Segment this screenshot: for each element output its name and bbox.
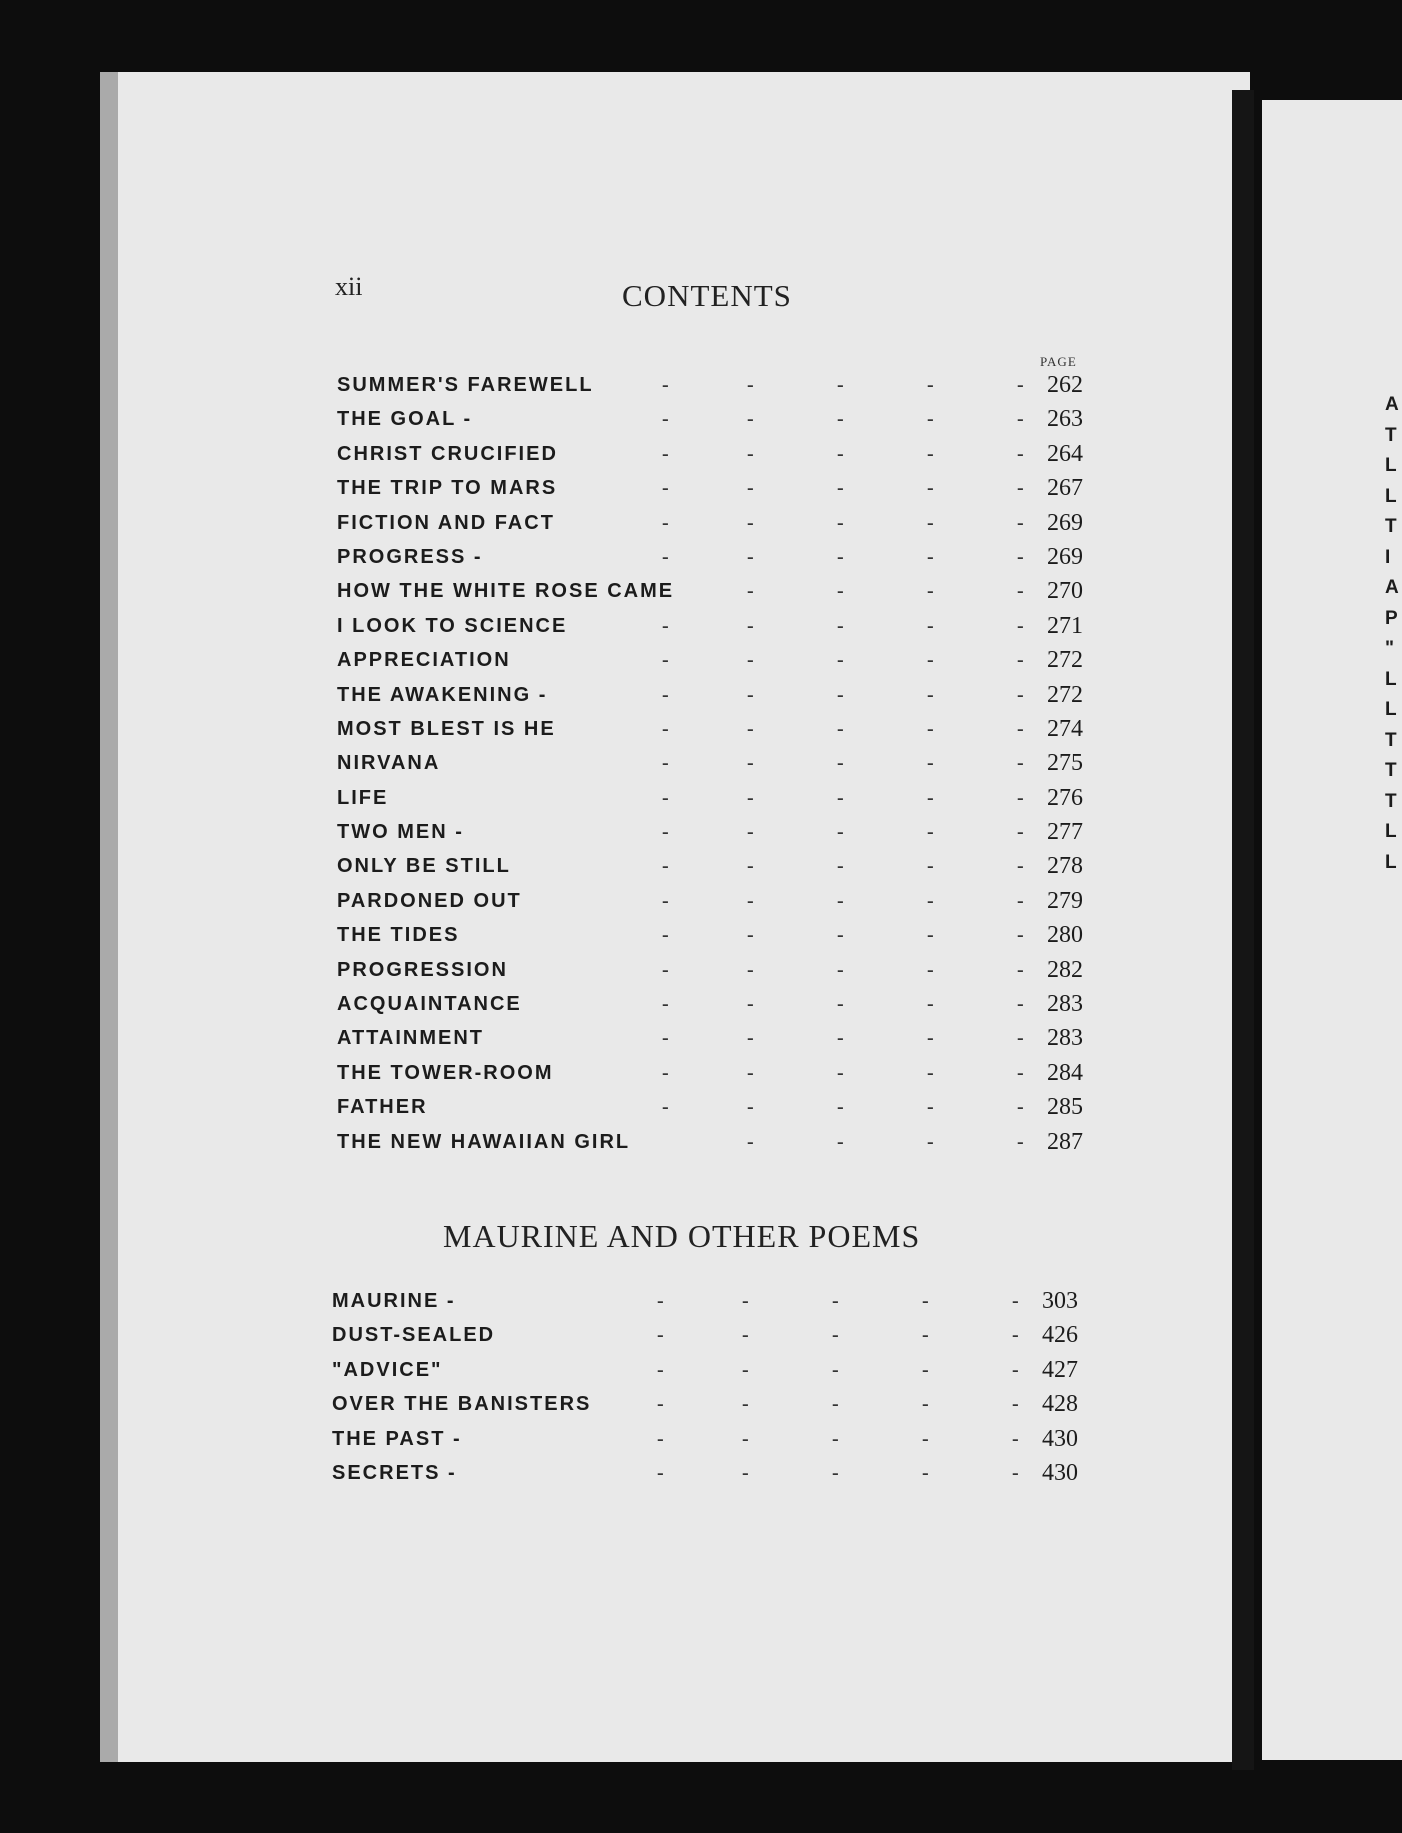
page-number: 275	[1047, 750, 1083, 777]
leader-dot: -	[662, 855, 669, 878]
leader-dot: -	[1012, 1427, 1019, 1450]
leader-dot: -	[927, 374, 934, 396]
entry-title: THE TRIP TO MARS	[337, 477, 558, 500]
leader-dot: -	[657, 1290, 664, 1312]
toc-entry	[337, 884, 1137, 918]
entry-title: APPRECIATION	[337, 649, 511, 672]
right-page-letter: T	[1385, 424, 1397, 446]
leader-dot: -	[927, 821, 934, 844]
leader-dot: -	[837, 683, 844, 706]
leader-dot: -	[837, 1130, 844, 1153]
leader-dot: -	[1017, 924, 1024, 947]
leader-dot: -	[662, 821, 669, 844]
page-number: 264	[1047, 440, 1083, 467]
right-page-letter: T	[1385, 516, 1397, 537]
right-page-letter: "	[1385, 638, 1395, 659]
leader-dot: -	[927, 408, 934, 431]
entry-title: NIRVANA	[337, 752, 441, 775]
leader-dot: -	[747, 855, 754, 878]
toc-entry	[337, 678, 1137, 712]
right-page-letter: L	[1385, 668, 1397, 690]
leader-dot: -	[927, 477, 934, 500]
leader-dot: -	[662, 993, 669, 1016]
leader-dot: -	[837, 924, 844, 947]
leader-dot: -	[927, 786, 934, 809]
entry-title: PROGRESS -	[337, 545, 483, 568]
leader-dot: -	[657, 1427, 664, 1450]
entry-title: THE TIDES	[337, 924, 460, 947]
book-gutter	[1232, 90, 1254, 1770]
leader-dot: -	[1012, 1324, 1019, 1347]
leader-dot: -	[1017, 717, 1024, 740]
leader-dot: -	[662, 717, 669, 740]
leader-dot: -	[837, 889, 844, 912]
right-page-letter: L	[1385, 851, 1397, 873]
leader-dot: -	[837, 855, 844, 878]
leader-dot: -	[662, 477, 669, 500]
leader-dot: -	[1017, 649, 1024, 672]
leader-dot: -	[747, 477, 754, 500]
leader-dot: -	[747, 649, 754, 672]
leader-dot: -	[1017, 958, 1024, 981]
leader-dot: -	[1017, 889, 1024, 912]
leader-dot: -	[927, 580, 934, 603]
leader-dot: -	[1017, 1130, 1024, 1153]
leader-dot: -	[837, 1061, 844, 1084]
contents-list	[337, 368, 1137, 1159]
leader-dot: -	[1017, 1027, 1024, 1050]
leader-dot: -	[927, 614, 934, 637]
page-column-label: PAGE	[1040, 354, 1077, 369]
leader-dot: -	[662, 683, 669, 706]
toc-entry	[337, 643, 1137, 677]
page-number: 272	[1047, 647, 1083, 674]
page-number: 284	[1047, 1059, 1083, 1086]
leader-dot: -	[837, 511, 844, 534]
leader-dot: -	[837, 1027, 844, 1050]
leader-dot: -	[1017, 408, 1024, 431]
leader-dot: -	[832, 1324, 839, 1347]
leader-dot: -	[662, 1027, 669, 1050]
leader-dot: -	[837, 649, 844, 672]
leader-dot: -	[747, 924, 754, 947]
leader-dot: -	[927, 993, 934, 1016]
toc-entry	[337, 712, 1137, 746]
leader-dot: -	[922, 1461, 929, 1484]
right-page-letter: A	[1385, 577, 1399, 598]
leader-dot: -	[832, 1290, 839, 1312]
toc-entry	[332, 1387, 1132, 1421]
leader-dot: -	[837, 614, 844, 637]
leader-dot: -	[922, 1393, 929, 1416]
right-page-letter: I	[1385, 546, 1391, 568]
entry-title: SUMMER'S FAREWELL	[337, 374, 594, 396]
page-number: 426	[1042, 1322, 1078, 1349]
leader-dot: -	[742, 1461, 749, 1484]
section-heading: MAURINE AND OTHER POEMS	[443, 1218, 921, 1254]
leader-dot: -	[927, 1130, 934, 1153]
toc-entry	[332, 1353, 1132, 1387]
leader-dot: -	[662, 889, 669, 912]
toc-entry	[337, 506, 1137, 540]
leader-dot: -	[1017, 786, 1024, 809]
right-page-letter: P	[1385, 607, 1398, 629]
toc-entry	[332, 1456, 1132, 1490]
leader-dot: -	[1017, 993, 1024, 1016]
leader-dot: -	[662, 614, 669, 637]
leader-dot: -	[657, 1393, 664, 1416]
page-number: 270	[1047, 578, 1083, 605]
leader-dot: -	[747, 821, 754, 844]
leader-dot: -	[747, 717, 754, 740]
right-page-letter: L	[1385, 485, 1397, 507]
leader-dot: -	[662, 786, 669, 809]
leader-dot: -	[662, 649, 669, 672]
leader-dot: -	[1017, 374, 1024, 396]
leader-dot: -	[1012, 1290, 1019, 1312]
leader-dot: -	[837, 717, 844, 740]
leader-dot: -	[662, 511, 669, 534]
entry-title: FATHER	[337, 1096, 428, 1119]
leader-dot: -	[927, 1096, 934, 1119]
leader-dot: -	[927, 717, 934, 740]
page-number: 280	[1047, 922, 1083, 949]
leader-dot: -	[747, 1130, 754, 1153]
page-number: 271	[1047, 612, 1083, 639]
running-head: xii	[335, 272, 363, 301]
leader-dot: -	[927, 683, 934, 706]
leader-dot: -	[837, 442, 844, 465]
leader-dot: -	[747, 408, 754, 431]
leader-dot: -	[927, 855, 934, 878]
leader-dot: -	[662, 408, 669, 431]
leader-dot: -	[922, 1324, 929, 1347]
right-page	[1262, 100, 1402, 1760]
leader-dot: -	[747, 374, 754, 396]
leader-dot: -	[927, 545, 934, 568]
page-number: 430	[1042, 1459, 1078, 1486]
leader-dot: -	[742, 1427, 749, 1450]
page-number: 267	[1047, 475, 1083, 502]
leader-dot: -	[662, 442, 669, 465]
leader-dot: -	[837, 545, 844, 568]
page-number: 269	[1047, 509, 1083, 536]
toc-entry	[337, 953, 1137, 987]
leader-dot: -	[747, 442, 754, 465]
toc-entry	[337, 609, 1137, 643]
leader-dot: -	[1017, 1096, 1024, 1119]
leader-dot: -	[927, 752, 934, 775]
leader-dot: -	[927, 958, 934, 981]
leader-dot: -	[657, 1358, 664, 1381]
section-contents-list	[332, 1284, 1132, 1490]
toc-entry	[337, 746, 1137, 780]
leader-dot: -	[1017, 821, 1024, 844]
leader-dot: -	[1017, 614, 1024, 637]
leader-dot: -	[837, 993, 844, 1016]
page-number: 262	[1047, 372, 1083, 398]
page-number: 279	[1047, 887, 1083, 914]
toc-entry	[332, 1284, 1132, 1318]
toc-entry	[337, 574, 1137, 608]
leader-dot: -	[747, 889, 754, 912]
page-number: 269	[1047, 543, 1083, 570]
leader-dot: -	[837, 752, 844, 775]
leader-dot: -	[662, 545, 669, 568]
leader-dot: -	[1017, 477, 1024, 500]
toc-entry	[337, 1056, 1137, 1090]
entry-title: TWO MEN -	[337, 821, 464, 844]
leader-dot: -	[1017, 511, 1024, 534]
page-number: 277	[1047, 819, 1083, 846]
leader-dot: -	[657, 1324, 664, 1347]
right-page-letter: A	[1385, 394, 1399, 415]
leader-dot: -	[662, 1096, 669, 1119]
leader-dot: -	[1017, 683, 1024, 706]
entry-title: LIFE	[337, 786, 389, 809]
entry-title: THE GOAL -	[337, 408, 473, 431]
entry-title: I LOOK TO SCIENCE	[337, 614, 568, 637]
page-number: 427	[1042, 1356, 1078, 1383]
page-number: 272	[1047, 681, 1083, 708]
toc-entry	[337, 368, 1137, 402]
leader-dot: -	[747, 545, 754, 568]
right-page-letter: L	[1385, 699, 1397, 720]
page-number: 287	[1047, 1128, 1083, 1155]
entry-title: PARDONED OUT	[337, 889, 522, 912]
leader-dot: -	[1017, 855, 1024, 878]
toc-entry	[337, 1090, 1137, 1124]
leader-dot: -	[922, 1290, 929, 1312]
leader-dot: -	[837, 374, 844, 396]
entry-title: MAURINE -	[332, 1290, 456, 1312]
leader-dot: -	[747, 1027, 754, 1050]
page-number: 428	[1042, 1391, 1078, 1418]
leader-dot: -	[657, 1461, 664, 1484]
leader-dot: -	[1017, 442, 1024, 465]
leader-dot: -	[747, 580, 754, 603]
leader-dot: -	[1017, 1061, 1024, 1084]
leader-dot: -	[1012, 1358, 1019, 1381]
entry-title: MOST BLEST IS HE	[337, 717, 556, 740]
toc-entry	[337, 1021, 1137, 1055]
leader-dot: -	[747, 958, 754, 981]
leader-dot: -	[927, 889, 934, 912]
leader-dot: -	[832, 1427, 839, 1450]
leader-dot: -	[927, 1061, 934, 1084]
leader-dot: -	[1017, 580, 1024, 603]
leader-dot: -	[927, 511, 934, 534]
leader-dot: -	[922, 1427, 929, 1450]
leader-dot: -	[1017, 752, 1024, 775]
leader-dot: -	[662, 374, 669, 396]
leader-dot: -	[662, 752, 669, 775]
page-number: 283	[1047, 991, 1083, 1018]
leader-dot: -	[747, 683, 754, 706]
entry-title: ATTAINMENT	[337, 1027, 485, 1050]
leader-dot: -	[747, 614, 754, 637]
toc-entry	[337, 849, 1137, 883]
leader-dot: -	[1017, 545, 1024, 568]
toc-entry	[337, 540, 1137, 574]
entry-title: THE AWAKENING -	[337, 683, 548, 706]
leader-dot: -	[927, 649, 934, 672]
leader-dot: -	[1012, 1393, 1019, 1416]
leader-dot: -	[927, 1027, 934, 1050]
leader-dot: -	[837, 821, 844, 844]
right-page-letter: T	[1385, 729, 1397, 751]
toc-entry	[337, 918, 1137, 952]
page-title: CONTENTS	[622, 278, 792, 313]
leader-dot: -	[832, 1461, 839, 1484]
leader-dot: -	[742, 1324, 749, 1347]
leader-dot: -	[832, 1393, 839, 1416]
page-number: 276	[1047, 784, 1083, 811]
leader-dot: -	[747, 993, 754, 1016]
right-page-letter: T	[1385, 760, 1397, 781]
toc-entry	[337, 437, 1137, 471]
toc-entry	[337, 781, 1137, 815]
page-number: 303	[1042, 1288, 1078, 1314]
page-number: 282	[1047, 956, 1083, 983]
leader-dot: -	[747, 786, 754, 809]
page-number: 263	[1047, 406, 1083, 433]
leader-dot: -	[742, 1358, 749, 1381]
page-number: 274	[1047, 715, 1083, 742]
entry-title: "ADVICE"	[332, 1358, 443, 1381]
toc-entry	[337, 471, 1137, 505]
leader-dot: -	[837, 408, 844, 431]
leader-dot: -	[747, 752, 754, 775]
toc-entry	[337, 987, 1137, 1021]
entry-title: ACQUAINTANCE	[337, 993, 522, 1016]
page-number: 430	[1042, 1425, 1078, 1452]
entry-title: DUST-SEALED	[332, 1324, 496, 1347]
entry-title: CHRIST CRUCIFIED	[337, 442, 558, 465]
leader-dot: -	[742, 1393, 749, 1416]
leader-dot: -	[1012, 1461, 1019, 1484]
leader-dot: -	[662, 958, 669, 981]
toc-entry	[332, 1422, 1132, 1456]
entry-title: SECRETS -	[332, 1461, 457, 1484]
leader-dot: -	[747, 1096, 754, 1119]
leader-dot: -	[662, 1061, 669, 1084]
entry-title: FICTION AND FACT	[337, 511, 555, 534]
entry-title: ONLY BE STILL	[337, 855, 511, 878]
leader-dot: -	[747, 511, 754, 534]
entry-title: PROGRESSION	[337, 958, 508, 981]
leader-dot: -	[747, 1061, 754, 1084]
right-page-letter: T	[1385, 790, 1397, 812]
toc-entry	[337, 815, 1137, 849]
entry-title: OVER THE BANISTERS	[332, 1393, 592, 1416]
leader-dot: -	[837, 958, 844, 981]
leader-dot: -	[927, 442, 934, 465]
page-number: 278	[1047, 853, 1083, 880]
leader-dot: -	[837, 786, 844, 809]
toc-entry	[337, 1125, 1137, 1159]
entry-title: THE PAST -	[332, 1427, 462, 1450]
leader-dot: -	[927, 924, 934, 947]
page-number: 283	[1047, 1025, 1083, 1052]
leader-dot: -	[742, 1290, 749, 1312]
entry-title: THE NEW HAWAIIAN GIRL	[337, 1130, 631, 1153]
leader-dot: -	[662, 924, 669, 947]
page-number: 285	[1047, 1094, 1083, 1121]
toc-entry	[337, 402, 1137, 436]
leader-dot: -	[837, 580, 844, 603]
leader-dot: -	[837, 1096, 844, 1119]
toc-entry	[332, 1318, 1132, 1352]
leader-dot: -	[922, 1358, 929, 1381]
entry-title: THE TOWER-ROOM	[337, 1061, 554, 1084]
entry-title: HOW THE WHITE ROSE CAME	[337, 580, 675, 603]
leader-dot: -	[837, 477, 844, 500]
leader-dot: -	[832, 1358, 839, 1381]
right-page-letter: L	[1385, 821, 1397, 842]
right-page-letter: L	[1385, 455, 1397, 476]
